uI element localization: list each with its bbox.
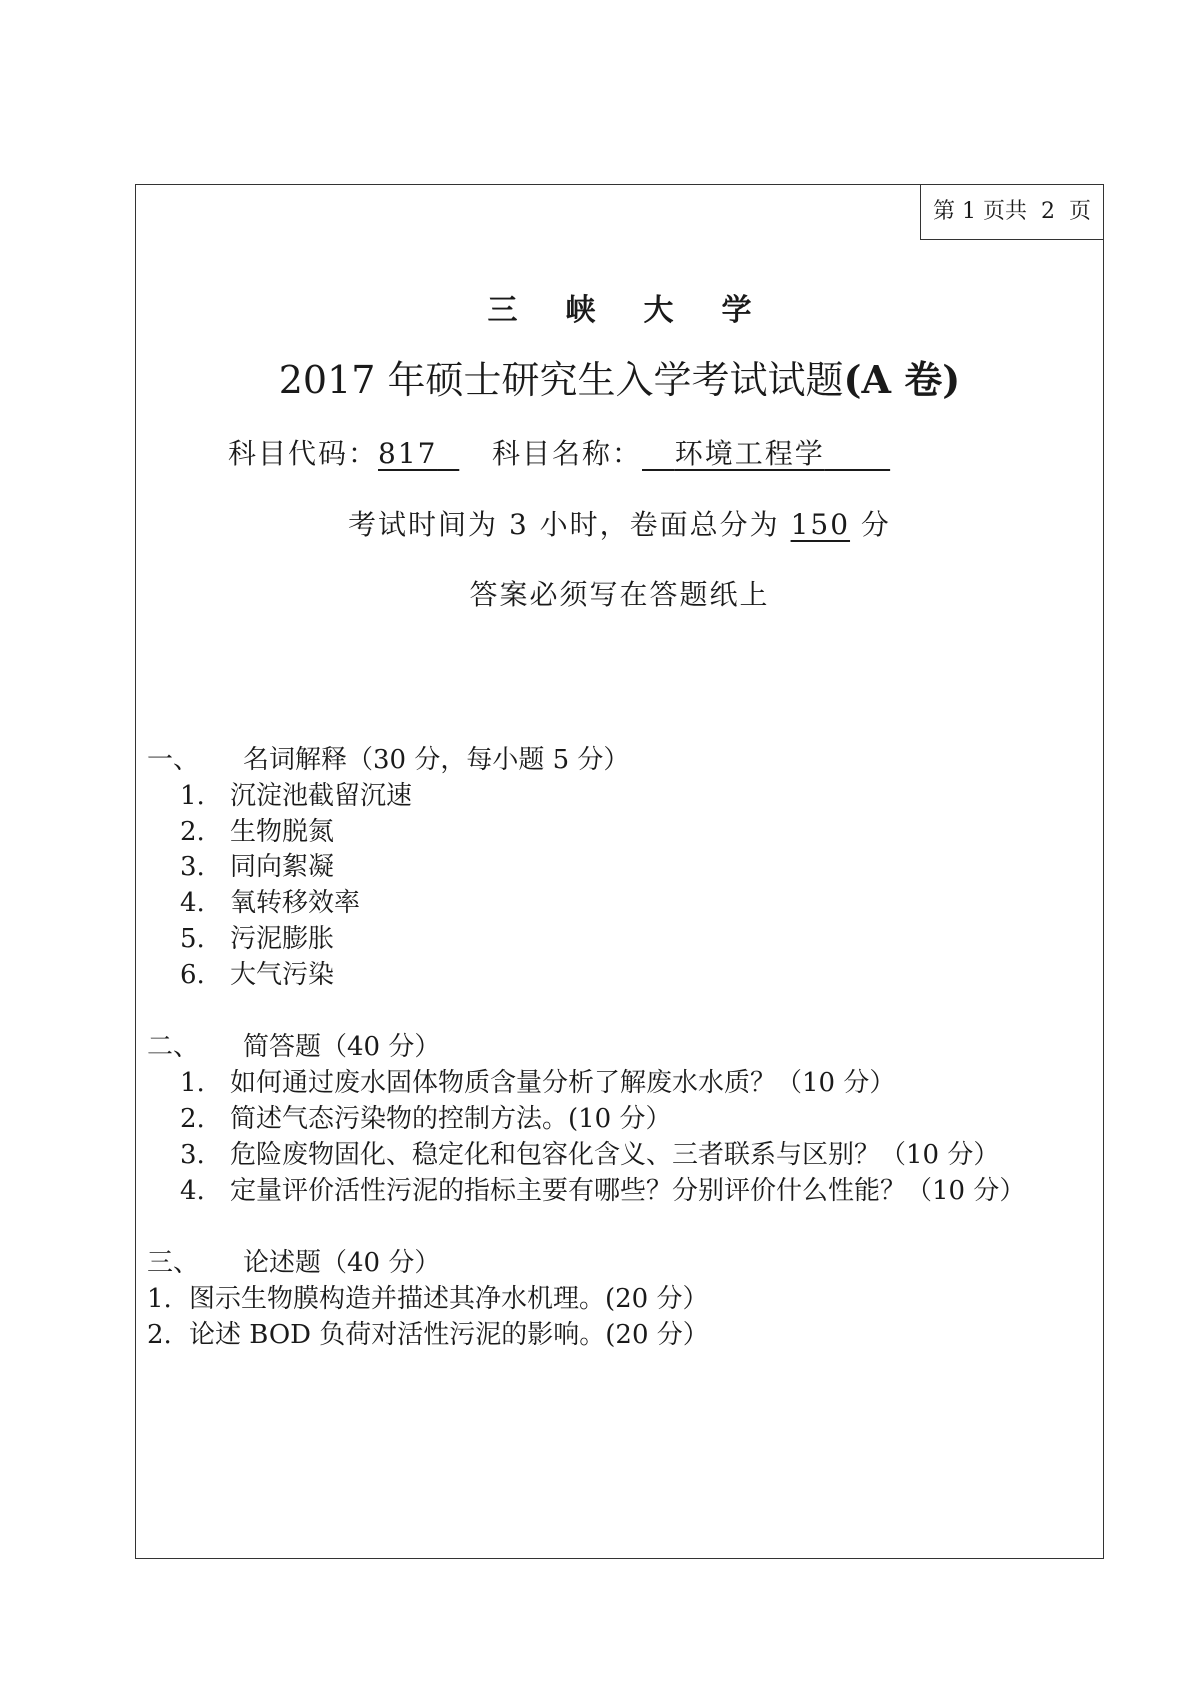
list-item: 1. 如何通过废水固体物质含量分析了解废水水质？（10 分） — [180, 1068, 896, 1098]
section-title: 简答题（40 分） — [243, 1032, 441, 1062]
exam-title-main: 2017 年硕士研究生入学考试试题 — [278, 358, 844, 402]
list-item: 2. 生物脱氮 — [180, 817, 335, 847]
exam-time-suffix: 分 — [850, 508, 891, 541]
list-item: 4. 氧转移效率 — [180, 888, 361, 918]
list-item: 1. 沉淀池截留沉速 — [180, 781, 413, 811]
list-item: 3. 同向絮凝 — [180, 852, 335, 882]
page-indicator: 第 1 页共 2 页 — [920, 184, 1104, 240]
section-heading — [147, 1245, 440, 1281]
subject-name-label: 科目名称： — [491, 437, 642, 470]
list-item: 4. 定量评价活性污泥的指标主要有哪些？分别评价什么性能？（10 分） — [180, 1176, 1026, 1206]
exam-title — [135, 355, 1104, 405]
list-item: 6. 大气污染 — [180, 960, 335, 990]
subject-code-value: 817 — [378, 437, 438, 470]
list-item: 3. 危险废物固化、稳定化和包容化含义、三者联系与区别？（10 分） — [180, 1140, 1000, 1170]
subject-code-label: 科目代码： — [228, 437, 379, 470]
list-item: 1. 图示生物膜构造并描述其净水机理。(20 分） — [147, 1284, 709, 1314]
section-heading — [147, 742, 629, 778]
section-heading — [147, 1029, 440, 1065]
subject-name-value: 环境工程学 — [674, 437, 825, 470]
subject-line — [228, 434, 890, 474]
total-score: 150 — [790, 508, 851, 541]
exam-title-paper: (A 卷) — [843, 357, 961, 402]
section-number: 一、 — [147, 745, 200, 775]
university-name: 三峡大学 — [487, 293, 800, 328]
list-item: 2. 论述 BOD 负荷对活性污泥的影响。(20 分） — [147, 1320, 709, 1350]
section-number: 三、 — [147, 1248, 200, 1278]
exam-time-prefix: 考试时间为 3 小时，卷面总分为 — [348, 508, 791, 541]
list-item: 5. 污泥膨胀 — [180, 924, 335, 954]
list-item: 2. 简述气态污染物的控制方法。(10 分） — [180, 1104, 672, 1134]
section-number: 二、 — [147, 1032, 200, 1062]
exam-time-info — [135, 505, 1104, 545]
section-title: 名词解释（30 分，每小题 5 分） — [243, 745, 630, 775]
answer-note: 答案必须写在答题纸上 — [469, 578, 770, 611]
section-title: 论述题（40 分） — [243, 1248, 441, 1278]
